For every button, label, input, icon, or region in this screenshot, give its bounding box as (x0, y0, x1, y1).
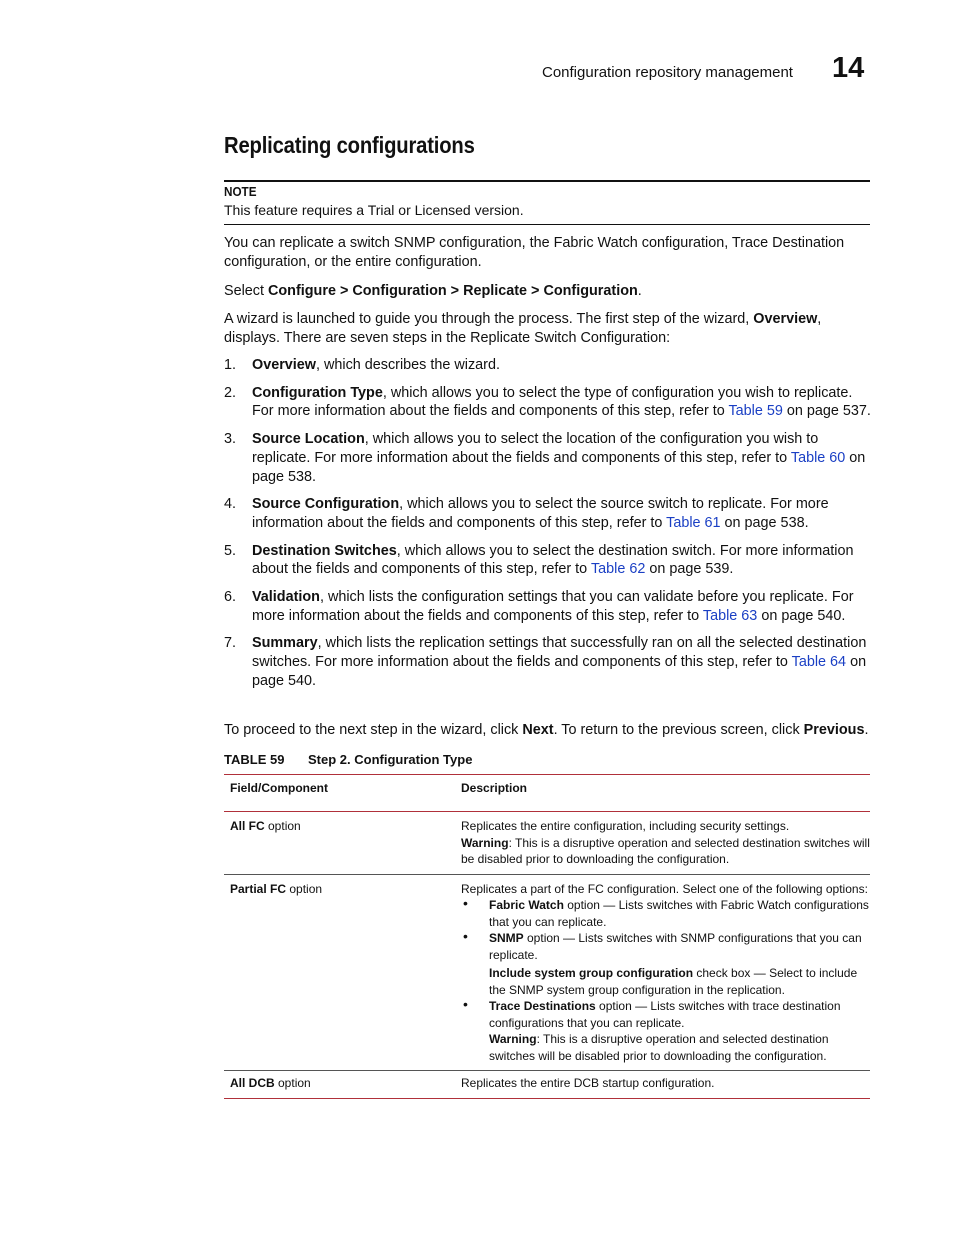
step-text: , which lists the configuration settings that you can validate before you replicate. For more information about the fields and components of this step, refer to (252, 589, 854, 624)
step-number: 7. (224, 635, 237, 652)
step-number: 5. (224, 542, 237, 559)
option-text: option — Lists switches with trace destination configurations that you can replicate. (489, 999, 841, 1030)
field-suffix: option (274, 1076, 311, 1090)
step-text: , which lists the replication settings that successfully ran on all the selected destination switches. For more information about the fields and components of this step, refer to (252, 635, 867, 671)
list-item (224, 634, 872, 690)
select-suffix: . (637, 283, 642, 299)
table-caption (224, 752, 472, 767)
table-link[interactable]: Table 62 (590, 561, 646, 578)
select-prefix: Select (224, 283, 268, 299)
step-text: , which describes the wizard. (316, 357, 500, 373)
option-name: SNMP (489, 931, 524, 945)
field-name: All DCB (230, 1076, 275, 1090)
step-page-ref: on page 538. (252, 449, 866, 485)
step-page-ref: on page 540. (252, 654, 867, 689)
field-name: Partial FC (230, 881, 287, 896)
next-button-term: Next (522, 722, 554, 738)
proceed-text-2: . To return to the previous screen, click (553, 722, 804, 738)
description-text: Replicates a part of the FC configuration. Select one of the following options: (461, 881, 868, 896)
list-item (224, 384, 872, 421)
wizard-steps-list (224, 356, 872, 700)
step-name: Configuration Type (252, 384, 383, 401)
warning-label: Warning (461, 835, 509, 850)
proceed-text-3: . (864, 722, 869, 738)
step-page-ref: on page 539. (645, 561, 734, 578)
step-page-ref: on page 538. (720, 514, 809, 531)
intro-paragraph: You can replicate a switch SNMP configuration, the Fabric Watch configuration, Trace Destination configuration, or the entire configuration. (224, 235, 845, 270)
warning-body: : This is a disruptive operation and selected destination switches will be disabled prior to downloading the configuration. (461, 835, 870, 866)
wizard-paragraph (224, 310, 872, 348)
note-bottom-rule (224, 224, 870, 225)
warning-text (461, 1031, 870, 1064)
step-text: , which allows you to select the destination switch. For more information about the fields and components of this step, refer to (252, 542, 854, 578)
step-number: 2. (224, 384, 237, 401)
wizard-text-1: A wizard is launched to guide you through the process. The first step of the wizard, (224, 311, 754, 327)
note-label: NOTE (224, 184, 257, 199)
step-text: , which allows you to select the source switch to replicate. For more information about the fields and components of this step, refer to (252, 496, 829, 531)
option-name: Trace Destinations (489, 999, 596, 1013)
option-name: Fabric Watch (489, 898, 564, 912)
step-text: , which allows you to select the location of the configuration you wish to replicate. For more information about the fields and components of this step, refer to (252, 431, 819, 466)
option-list (461, 998, 870, 1031)
column-header-description: Description (455, 775, 870, 812)
field-suffix: option (286, 881, 323, 896)
step-name: Summary (252, 635, 318, 652)
note-text: This feature requires a Trial or Licensed version. (224, 202, 524, 218)
chapter-number: 14 (832, 52, 865, 84)
table-link[interactable]: Table 64 (791, 654, 847, 671)
step-text: , which allows you to select the type of configuration you wish to replicate. For more information about the fields and components of this step, refer to (252, 384, 853, 420)
list-item (461, 998, 870, 1031)
previous-button-term: Previous (803, 722, 865, 738)
step-name: Validation (252, 589, 320, 606)
table-link[interactable]: Table 61 (666, 514, 721, 531)
description-cell (455, 874, 870, 1071)
bullet-icon: • (463, 895, 468, 911)
warning-text (461, 835, 870, 868)
description-text: Replicates the entire configuration, including security settings. (461, 819, 790, 833)
list-item (224, 356, 872, 375)
field-cell (224, 812, 455, 875)
section-heading: Replicating configurations (224, 132, 475, 158)
select-instruction (224, 282, 872, 301)
warning-label: Warning (489, 1032, 537, 1046)
step-name: Source Configuration (252, 496, 400, 513)
option-list (461, 897, 870, 963)
running-header-title: Configuration repository management (542, 64, 793, 81)
field-suffix: option (264, 819, 301, 833)
table-row (224, 812, 870, 875)
proceed-text-1: To proceed to the next step in the wizard, click (224, 722, 523, 738)
description-cell (455, 812, 870, 875)
bullet-icon: • (463, 996, 468, 1012)
list-item (224, 542, 872, 579)
option-text: option — Lists switches with SNMP configurations that you can replicate. (489, 931, 862, 962)
list-item (224, 588, 872, 625)
checkbox-name: Include system group configuration (489, 966, 694, 980)
step-number: 1. (224, 357, 237, 373)
configuration-type-table (224, 774, 870, 1099)
bullet-icon: • (463, 928, 468, 944)
note-top-rule (224, 180, 870, 182)
list-item (461, 930, 870, 963)
field-cell (224, 1071, 455, 1099)
step-page-ref: on page 537. (782, 403, 871, 420)
step-number: 6. (224, 589, 237, 606)
step-name: Source Location (252, 431, 365, 448)
table-header-row (224, 775, 870, 812)
step-number: 3. (224, 431, 237, 448)
list-item (224, 495, 872, 532)
description-cell: Replicates the entire DCB startup configuration. (455, 1071, 870, 1099)
table-title: Step 2. Configuration Type (308, 752, 473, 767)
wizard-text-2: , displays. There are seven steps in the Replicate Switch Configuration: (224, 311, 822, 346)
warning-body: : This is a disruptive operation and selected destination switches will be disabled prior to downloading the configuration. (489, 1032, 829, 1063)
step-page-ref: on page 540. (757, 607, 846, 624)
list-item (224, 430, 872, 486)
table-number: TABLE 59 (224, 752, 285, 767)
proceed-paragraph (224, 721, 872, 740)
wizard-overview-term: Overview (753, 311, 818, 327)
sub-option-text (461, 965, 870, 998)
step-name: Destination Switches (252, 542, 397, 559)
field-name: All FC (230, 819, 265, 833)
table-link[interactable]: Table 59 (728, 403, 783, 420)
list-item (461, 897, 870, 930)
table-link[interactable]: Table 60 (790, 449, 846, 466)
table-link[interactable]: Table 63 (702, 607, 758, 624)
column-header-field: Field/Component (224, 775, 455, 812)
menu-path: Configure > Configuration > Replicate > Configuration (268, 283, 638, 299)
field-cell (224, 874, 455, 1071)
table-row (224, 874, 870, 1071)
option-text: option — Lists switches with Fabric Watch configurations that you can replicate. (489, 898, 869, 929)
checkbox-text: check box — Select to include the SNMP system group configuration in the replication. (489, 966, 858, 997)
step-number: 4. (224, 496, 237, 513)
table-row (224, 1071, 870, 1099)
step-name: Overview (252, 357, 316, 373)
